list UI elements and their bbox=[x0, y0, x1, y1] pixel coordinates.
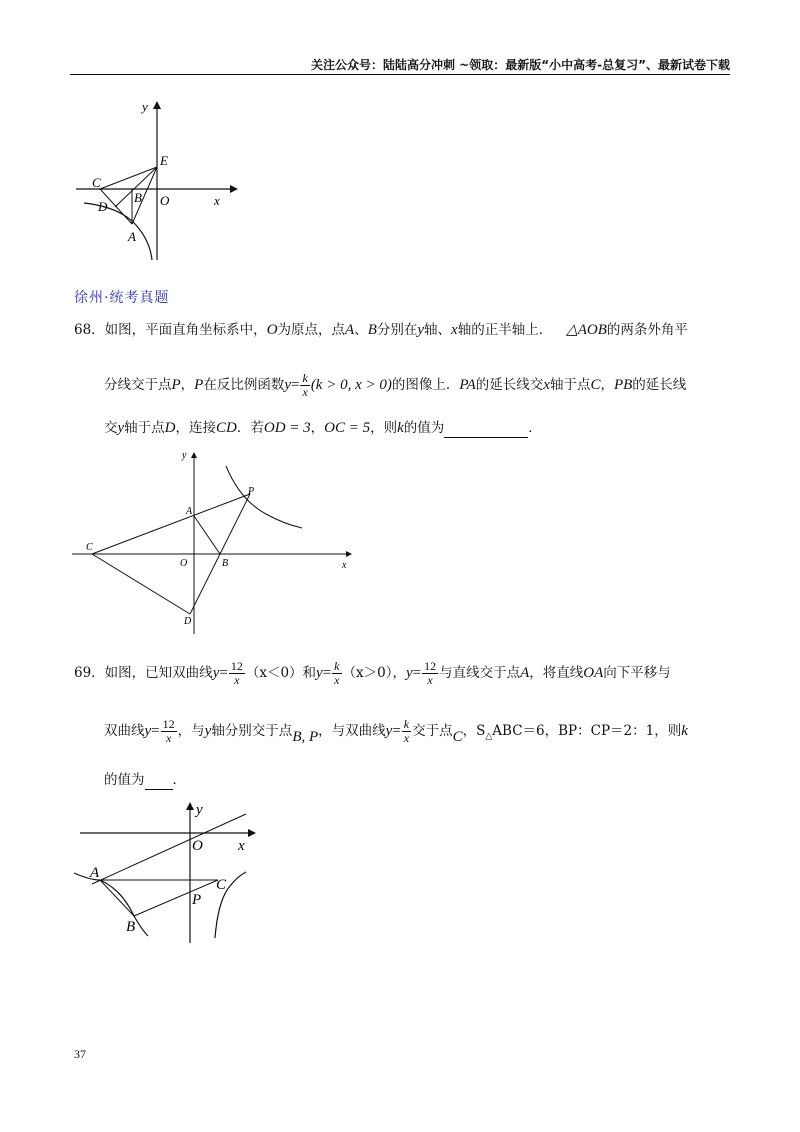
fig3-label-p: P bbox=[192, 892, 202, 908]
fig3-x-label: x bbox=[238, 838, 245, 854]
fig1-label-o: O bbox=[160, 193, 170, 208]
fig2-y-label: y bbox=[182, 450, 187, 461]
fig1-label-d: D bbox=[98, 199, 108, 214]
source-label: 徐州·统考真题 bbox=[74, 290, 170, 306]
fig1-label-e: E bbox=[160, 153, 168, 168]
figure-q68 bbox=[70, 448, 360, 638]
fig2-label-p: P bbox=[248, 486, 255, 497]
fig2-label-b: B bbox=[222, 558, 229, 569]
fig2-x-label: x bbox=[342, 560, 347, 571]
fig1-x-label: x bbox=[214, 193, 220, 208]
fig3-label-c: C bbox=[216, 877, 227, 893]
q68-line-2: 分线交于点P，P在反比例函数y= $\frac{k}{x}$ (k > 0, x > 0)的图像上．PA的延长线交x轴于点C，PB的延长线 bbox=[104, 371, 687, 399]
page-number: 37 bbox=[74, 1047, 86, 1061]
q69-line-1: 69．如图，已知双曲线y= $\frac{12}{x}$ （x＜0）和y= $\frac{k}{x}$ （x＞0），y= $\frac{12}{x}$ 与直线交于点A，将直线OA向下平移与 bbox=[74, 659, 671, 687]
fig3-label-b: B bbox=[126, 919, 136, 935]
figure-q69 bbox=[70, 798, 260, 948]
fig3-label-o: O bbox=[192, 838, 203, 854]
q69-line-2: 双曲线y= $\frac{12}{x}$ ，与y轴分别交于点B, P，与双曲线y= $\frac{k}{x}$ 交于点C，$S_\triangle ABC=6$，BP：CP＝2：1，则k bbox=[104, 717, 688, 745]
fig2-label-a: A bbox=[186, 506, 193, 517]
q68-line-3: 交y轴于点D，连接CD．若OD = 3，OC = 5，则k的值为 ． bbox=[104, 420, 542, 436]
q68-line-1: 68．如图，平面直角坐标系中，O为原点，点A、B分别在y轴、x轴的正半轴上． △AOB的两条外角平 bbox=[74, 322, 688, 338]
fig1-label-c: C bbox=[92, 175, 101, 190]
figure-q67 bbox=[70, 95, 240, 265]
answer-blank-q69[interactable] bbox=[145, 773, 173, 790]
header-divider bbox=[70, 74, 730, 75]
fig2-label-o: O bbox=[180, 558, 188, 569]
fig1-label-b: B bbox=[134, 190, 142, 205]
fig2-label-d: D bbox=[184, 616, 192, 627]
fig1-y-label: y bbox=[142, 99, 148, 114]
page-header: 关注公众号：陆陆高分冲刺 ~领取：最新版“小中高考-总复习”、最新试卷下载 bbox=[311, 58, 730, 72]
fig1-label-a: A bbox=[128, 229, 136, 244]
answer-blank-q68[interactable] bbox=[444, 421, 528, 438]
q69-line-3: 的值为 ． bbox=[104, 772, 186, 788]
fig2-label-c: C bbox=[86, 542, 93, 553]
fig3-y-label: y bbox=[196, 802, 203, 818]
fig3-label-a: A bbox=[90, 865, 100, 881]
